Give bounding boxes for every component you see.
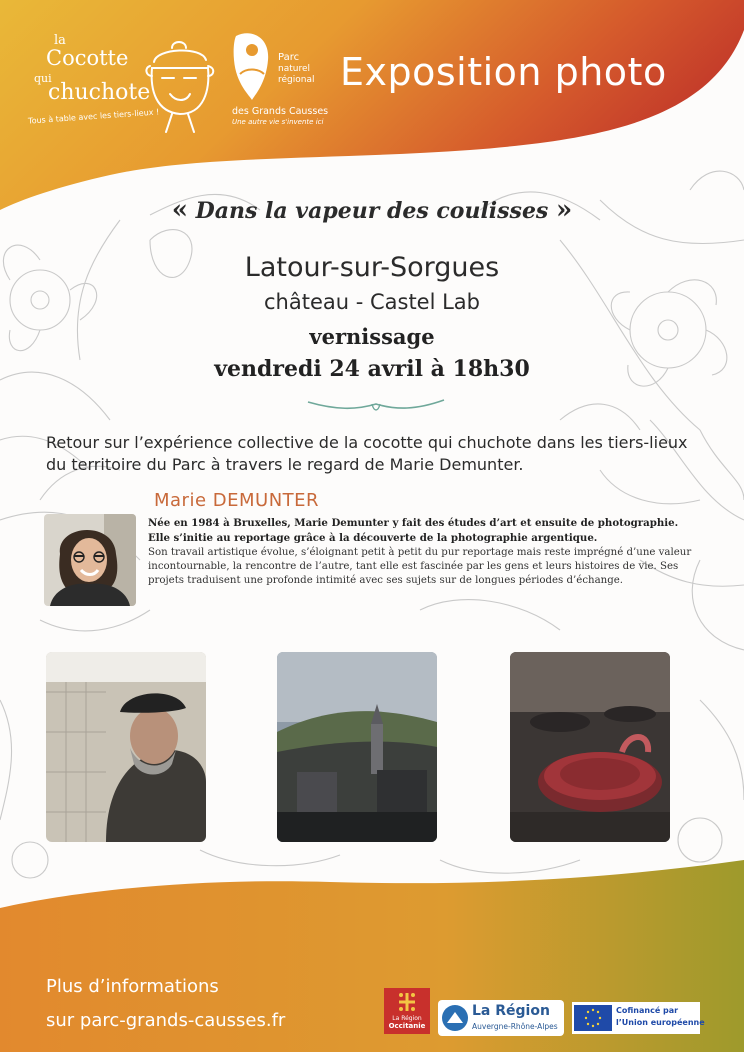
cocotte-logo-qui: qui — [34, 72, 52, 85]
eu-flag-icon — [574, 1005, 612, 1031]
occitanie-label-1: La Région — [392, 1015, 422, 1022]
artist-bio-bold-2: Elle s’initie au reportage grâce à la découverte de la photographie argentique. — [148, 532, 598, 544]
parc-logo-regional: régional — [278, 75, 315, 85]
cocotte-pot-icon — [142, 28, 222, 136]
parc-emblem-icon — [232, 30, 272, 102]
aura-title: La Région — [472, 1003, 550, 1019]
aura-logo[interactable] — [438, 1000, 564, 1036]
exhibition-title — [0, 195, 744, 225]
artist-portrait — [44, 514, 136, 606]
artist-bio-text: Son travail artistique évolue, s’éloignant petit à petit du pur reportage mais reste imprégné d’une valeur incontournable, la rencontre de l’autre, tant elle est fascinée par les gens et leurs histoires de vie. Ses projets traduisent une profonde intimité avec ses sujets sur de longues périodes d’échange. — [148, 547, 692, 586]
parc-logo-tagline: Une autre vie s'invente ici — [232, 118, 324, 126]
artist-bio-bold-1: Née en 1984 à Bruxelles, Marie Demunter y fait des études d’art et ensuite de photographie. — [148, 517, 679, 529]
event-town: Latour-sur-Sorgues — [244, 252, 500, 283]
divider-ornament — [306, 392, 446, 416]
parc-logo-name: des Grands Causses — [232, 106, 329, 117]
aura-subtitle: Auvergne-Rhône-Alpes — [472, 1022, 558, 1031]
photo-cocotte-pots — [510, 652, 670, 842]
intro-paragraph: Retour sur l’expérience collective de la cocotte qui chuchote dans les tiers-lieux du territoire du Parc à travers le regard de Marie Demunter. — [46, 433, 688, 474]
cocotte-logo-la: la — [54, 33, 66, 48]
occitanie-cross-icon — [397, 991, 417, 1013]
photo-man-beret — [46, 652, 206, 842]
occitanie-label-2: Occitanie — [388, 1022, 426, 1030]
event-venue: château - Castel Lab — [263, 290, 481, 314]
aura-emblem-icon — [441, 1004, 469, 1032]
cocotte-logo-chuchote: chuchote — [48, 80, 151, 105]
page-title: Exposition photo — [340, 50, 667, 94]
photo-village — [277, 652, 437, 842]
occitanie-logo[interactable] — [384, 988, 430, 1034]
footer-info-line1: Plus d’informations — [46, 976, 219, 997]
quote-open-mark: « — [171, 195, 188, 225]
cocotte-logo[interactable] — [28, 28, 228, 138]
event-date: vendredi 24 avril à 18h30 — [214, 356, 530, 382]
parc-logo[interactable] — [232, 30, 332, 130]
eu-label-1: Cofinancé par — [616, 1006, 679, 1015]
eu-logo[interactable] — [572, 1002, 705, 1034]
exhibition-title-text: Dans la vapeur des coulisses — [195, 198, 549, 224]
eu-label-2: l’Union européenne — [616, 1018, 705, 1027]
parc-logo-naturel: naturel — [278, 64, 310, 74]
artist-name: Marie DEMUNTER — [154, 490, 320, 511]
footer-website-link[interactable]: sur parc-grands-causses.fr — [46, 1010, 286, 1031]
quote-close-mark: » — [556, 195, 573, 225]
event-vernissage-label: vernissage — [309, 324, 435, 349]
parc-logo-parc: Parc — [278, 52, 300, 63]
cocotte-logo-tagline: Tous à table avec les tiers-lieux ! — [27, 107, 160, 126]
cocotte-logo-cocotte: Cocotte — [46, 46, 129, 70]
artist-bio — [148, 516, 708, 588]
